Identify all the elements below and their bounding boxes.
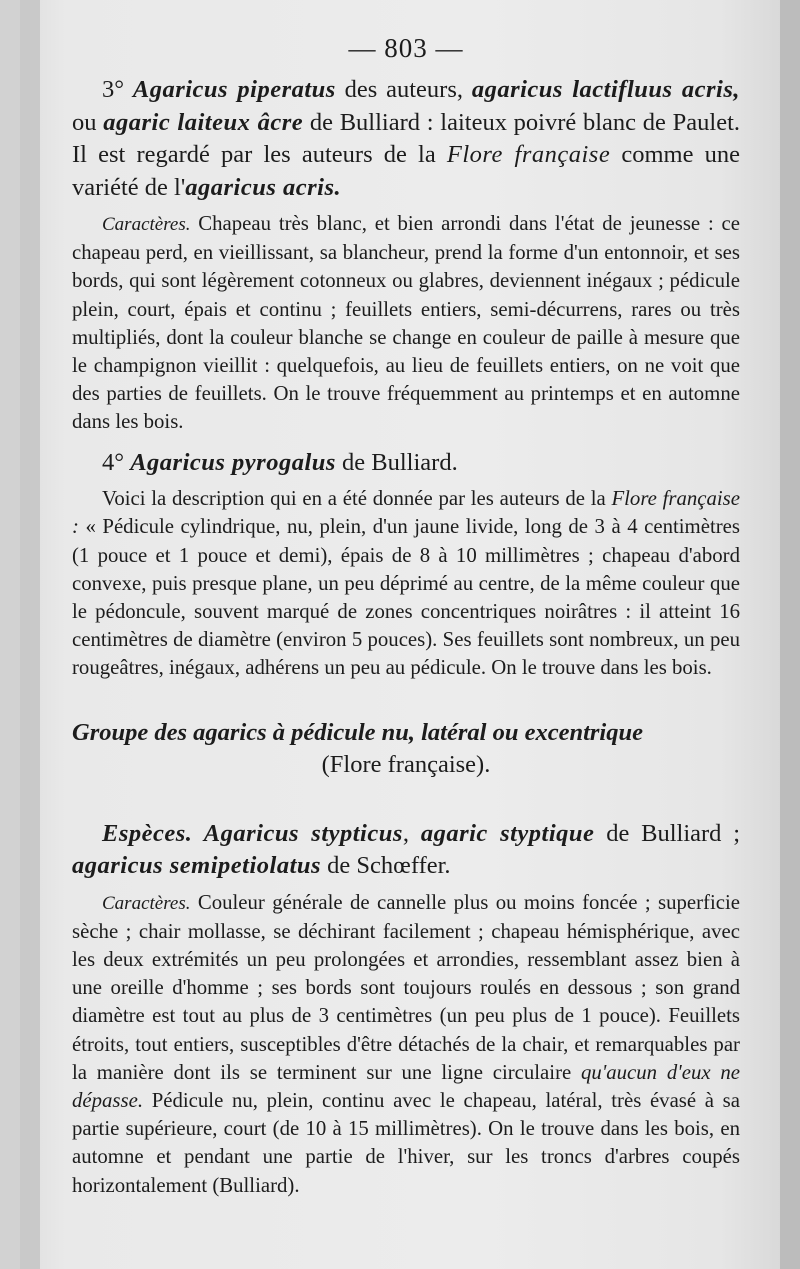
species-4-description: Voici la description qui en a été donnée par les auteurs de la Flore française : « Pédicule cylindrique, nu, plein, d'un jaune livide, long de 3 à 4 centimètres (1 pouce et 1 pouce et demi), épais de 8 à 10 millimètres ; chapeau d'abord convexe, puis presque plane, un peu déprimé au centre, de la même couleur que le pédoncule, souvent marqué de zones concentriques noirâtres : il atteint 16 centimètres de diamètre (environ 5 pouces). Ses feuillets sont nombreux, un peu rougeâtres, inégaux, adhérens un peu au pédicule. On le trouve dans les bois.: [72, 487, 741, 680]
species-3-heading: 3° Agaricus piperatus des auteurs, agaricus lactifluus acris, ou agaric laiteux âcre de Bulliard : laiteux poivré blanc de Paulet. Il est regardé par les auteurs de la Flore française comme une variété de l'agaricus acris.: [72, 76, 741, 201]
group-title: Groupe des agarics à pédicule nu, latéral ou excentrique: [72, 718, 643, 746]
species-group-heading: Espèces. Agaricus stypticus, agaric styptique de Bulliard ; agaricus semipetiolatus de Schœffer.: [72, 819, 741, 880]
book-page: [20, 0, 780, 1269]
species-number: 3°: [102, 76, 125, 103]
page-edge: [780, 0, 800, 1269]
species-4-heading: 4° Agaricus pyrogalus de Bulliard.: [102, 448, 458, 476]
characters-label: Caractères.: [102, 892, 191, 914]
species-group-description: Caractères. Couleur générale de cannelle plus ou moins foncée ; superficie sèche ; chair mollasse, se déchirant facilement ; chapeau hémisphérique, avec les deux extrémités un peu prolongées et arrondies, ressemblant assez bien à une oreille d'homme ; ses bords sont toujours roulés en dessous ; son grand diamètre est tout au plus de 3 centimètres (un peu plus de 1 pouce). Feuillets étroits, tout entiers, susceptibles d'être détachés de la chair, et remarquables par la manière dont ils se terminent sur une ligne circulaire qu'aucun d'eux ne dépasse. Pédicule nu, plein, continu avec le chapeau, latéral, très évasé à sa partie supérieure, court (de 10 à 15 millimètres). On le trouve dans les bois, en automne et pendant une partie de l'hiver, sur les troncs d'arbres coupés horizontalement (Bulliard).: [72, 890, 740, 1197]
species-3-description: Caractères. Chapeau très blanc, et bien arrondi dans l'état de jeunesse : ce chapeau perd, en vieillissant, sa blancheur, prend la forme d'un entonnoir, et ses bords, qui sont légèrement cotonneux ou glabres, deviennent inégaux ; pédicule plein, court, épais et continu ; feuillets entiers, semi-décurrens, rares ou très multipliés, dont la couleur blanche se change en couleur de paille à mesure que le champignon vieillit : quelquefois, au lieu de feuillets entiers, on ne voit que des parties de feuillets. On le trouve fréquemment au printemps et en automne dans les bois.: [72, 212, 740, 434]
species-name: Agaricus pyrogalus: [130, 448, 336, 476]
characters-label: Caractères.: [102, 214, 191, 235]
page-gutter: [20, 0, 40, 1269]
group-subtitle: (Flore française).: [321, 751, 491, 779]
species-name: Agaricus piperatus: [132, 76, 336, 103]
page-number: — 803 —: [348, 33, 464, 63]
